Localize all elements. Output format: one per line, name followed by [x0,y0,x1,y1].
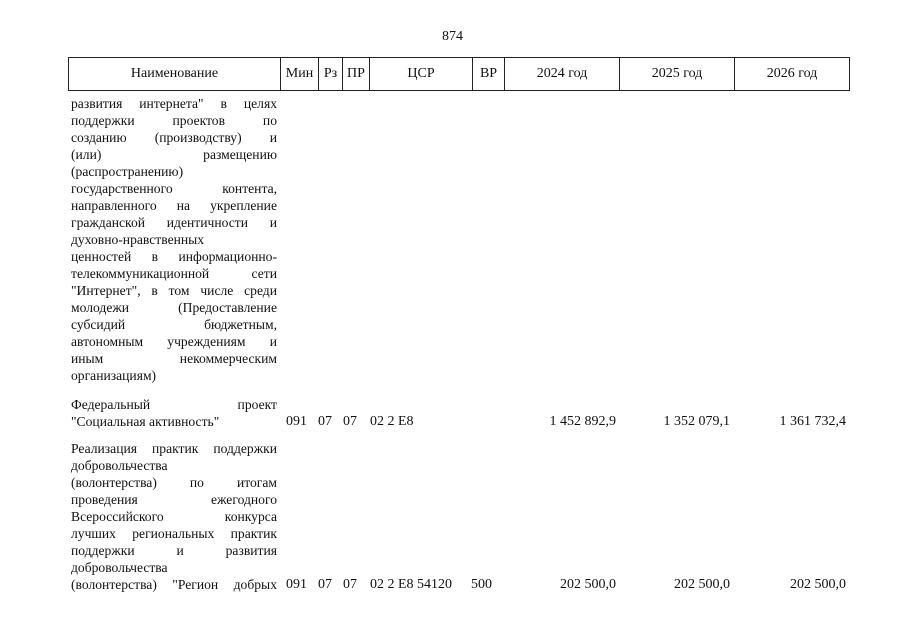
name-line: субсидий бюджетным, [71,317,277,332]
name-line: (или) размещению [71,147,277,162]
name-line: духовно-нравственных [71,232,205,247]
name-line: Федеральный проект [71,397,277,412]
name-line: созданию (производству) и [71,130,277,145]
cell-rz: 07 [318,414,332,429]
name-line: гражданской идентичности и [71,215,277,230]
cell-2026: 1 361 732,4 [779,414,846,429]
cell-min: 091 [286,577,307,592]
header-2026: 2026 год [766,66,818,81]
name-line: (распространению) [71,164,184,179]
name-line: лучших региональных практик [71,526,277,541]
header-2024: 2024 год [505,58,620,90]
cell-2026: 202 500,0 [790,577,846,592]
name-line: организациям) [71,368,157,383]
name-line: добровольчества [71,560,168,575]
name-line: "Социальная активность" [71,414,220,429]
header-name: Наименование [69,58,281,90]
cell-vr: 500 [471,577,492,592]
name-line: телекоммуникационной сети [71,266,277,281]
table-row-practices-name [71,440,277,593]
header-pr: ПР [343,58,370,90]
name-line: направленного на укрепление [71,198,277,213]
cell-csr: 02 2 Е8 54120 [370,577,453,592]
cell-csr: 02 2 Е8 [370,414,414,429]
name-line: государственного контента, [71,181,277,196]
name-line: (волонтерства) "Регион добрых [71,577,277,592]
cell-min: 091 [286,414,307,429]
header-csr: ЦСР [370,58,473,90]
cell-2024: 1 452 892,9 [549,414,616,429]
header-vr: ВР [473,58,505,90]
table-header [68,57,850,91]
cell-pr: 07 [343,577,357,592]
header-2025: 2025 год [620,58,735,90]
name-line: "Интернет", в том числе среди [71,283,277,298]
name-line: молодежи (Предоставление [71,300,277,315]
header-rz: Рз [319,58,343,90]
name-line: поддержки проектов по [71,113,277,128]
name-line: Всероссийского конкурса [71,509,277,524]
page-number: 874 [442,29,463,44]
cell-pr: 07 [343,414,357,429]
name-line: Реализация практик поддержки [71,441,277,456]
name-line: иным некоммерческим [71,351,277,366]
name-line: (волонтерства) по итогам [71,475,277,490]
cell-rz: 07 [318,577,332,592]
name-line: проведения ежегодного [71,492,277,507]
cell-2025: 202 500,0 [674,577,730,592]
header-min: Мин [281,58,319,90]
name-line: добровольчества [71,458,168,473]
cell-2025: 1 352 079,1 [663,414,730,429]
cell-2024: 202 500,0 [560,577,616,592]
table-row-federal-project-name [71,396,277,430]
table-row-continuation-name [71,95,277,384]
name-line: автономным учреждениям и [71,334,277,349]
name-line: поддержки и развития [71,543,277,558]
name-line: развития интернета" в целях [71,96,277,111]
name-line: ценностей в информационно- [71,249,277,264]
